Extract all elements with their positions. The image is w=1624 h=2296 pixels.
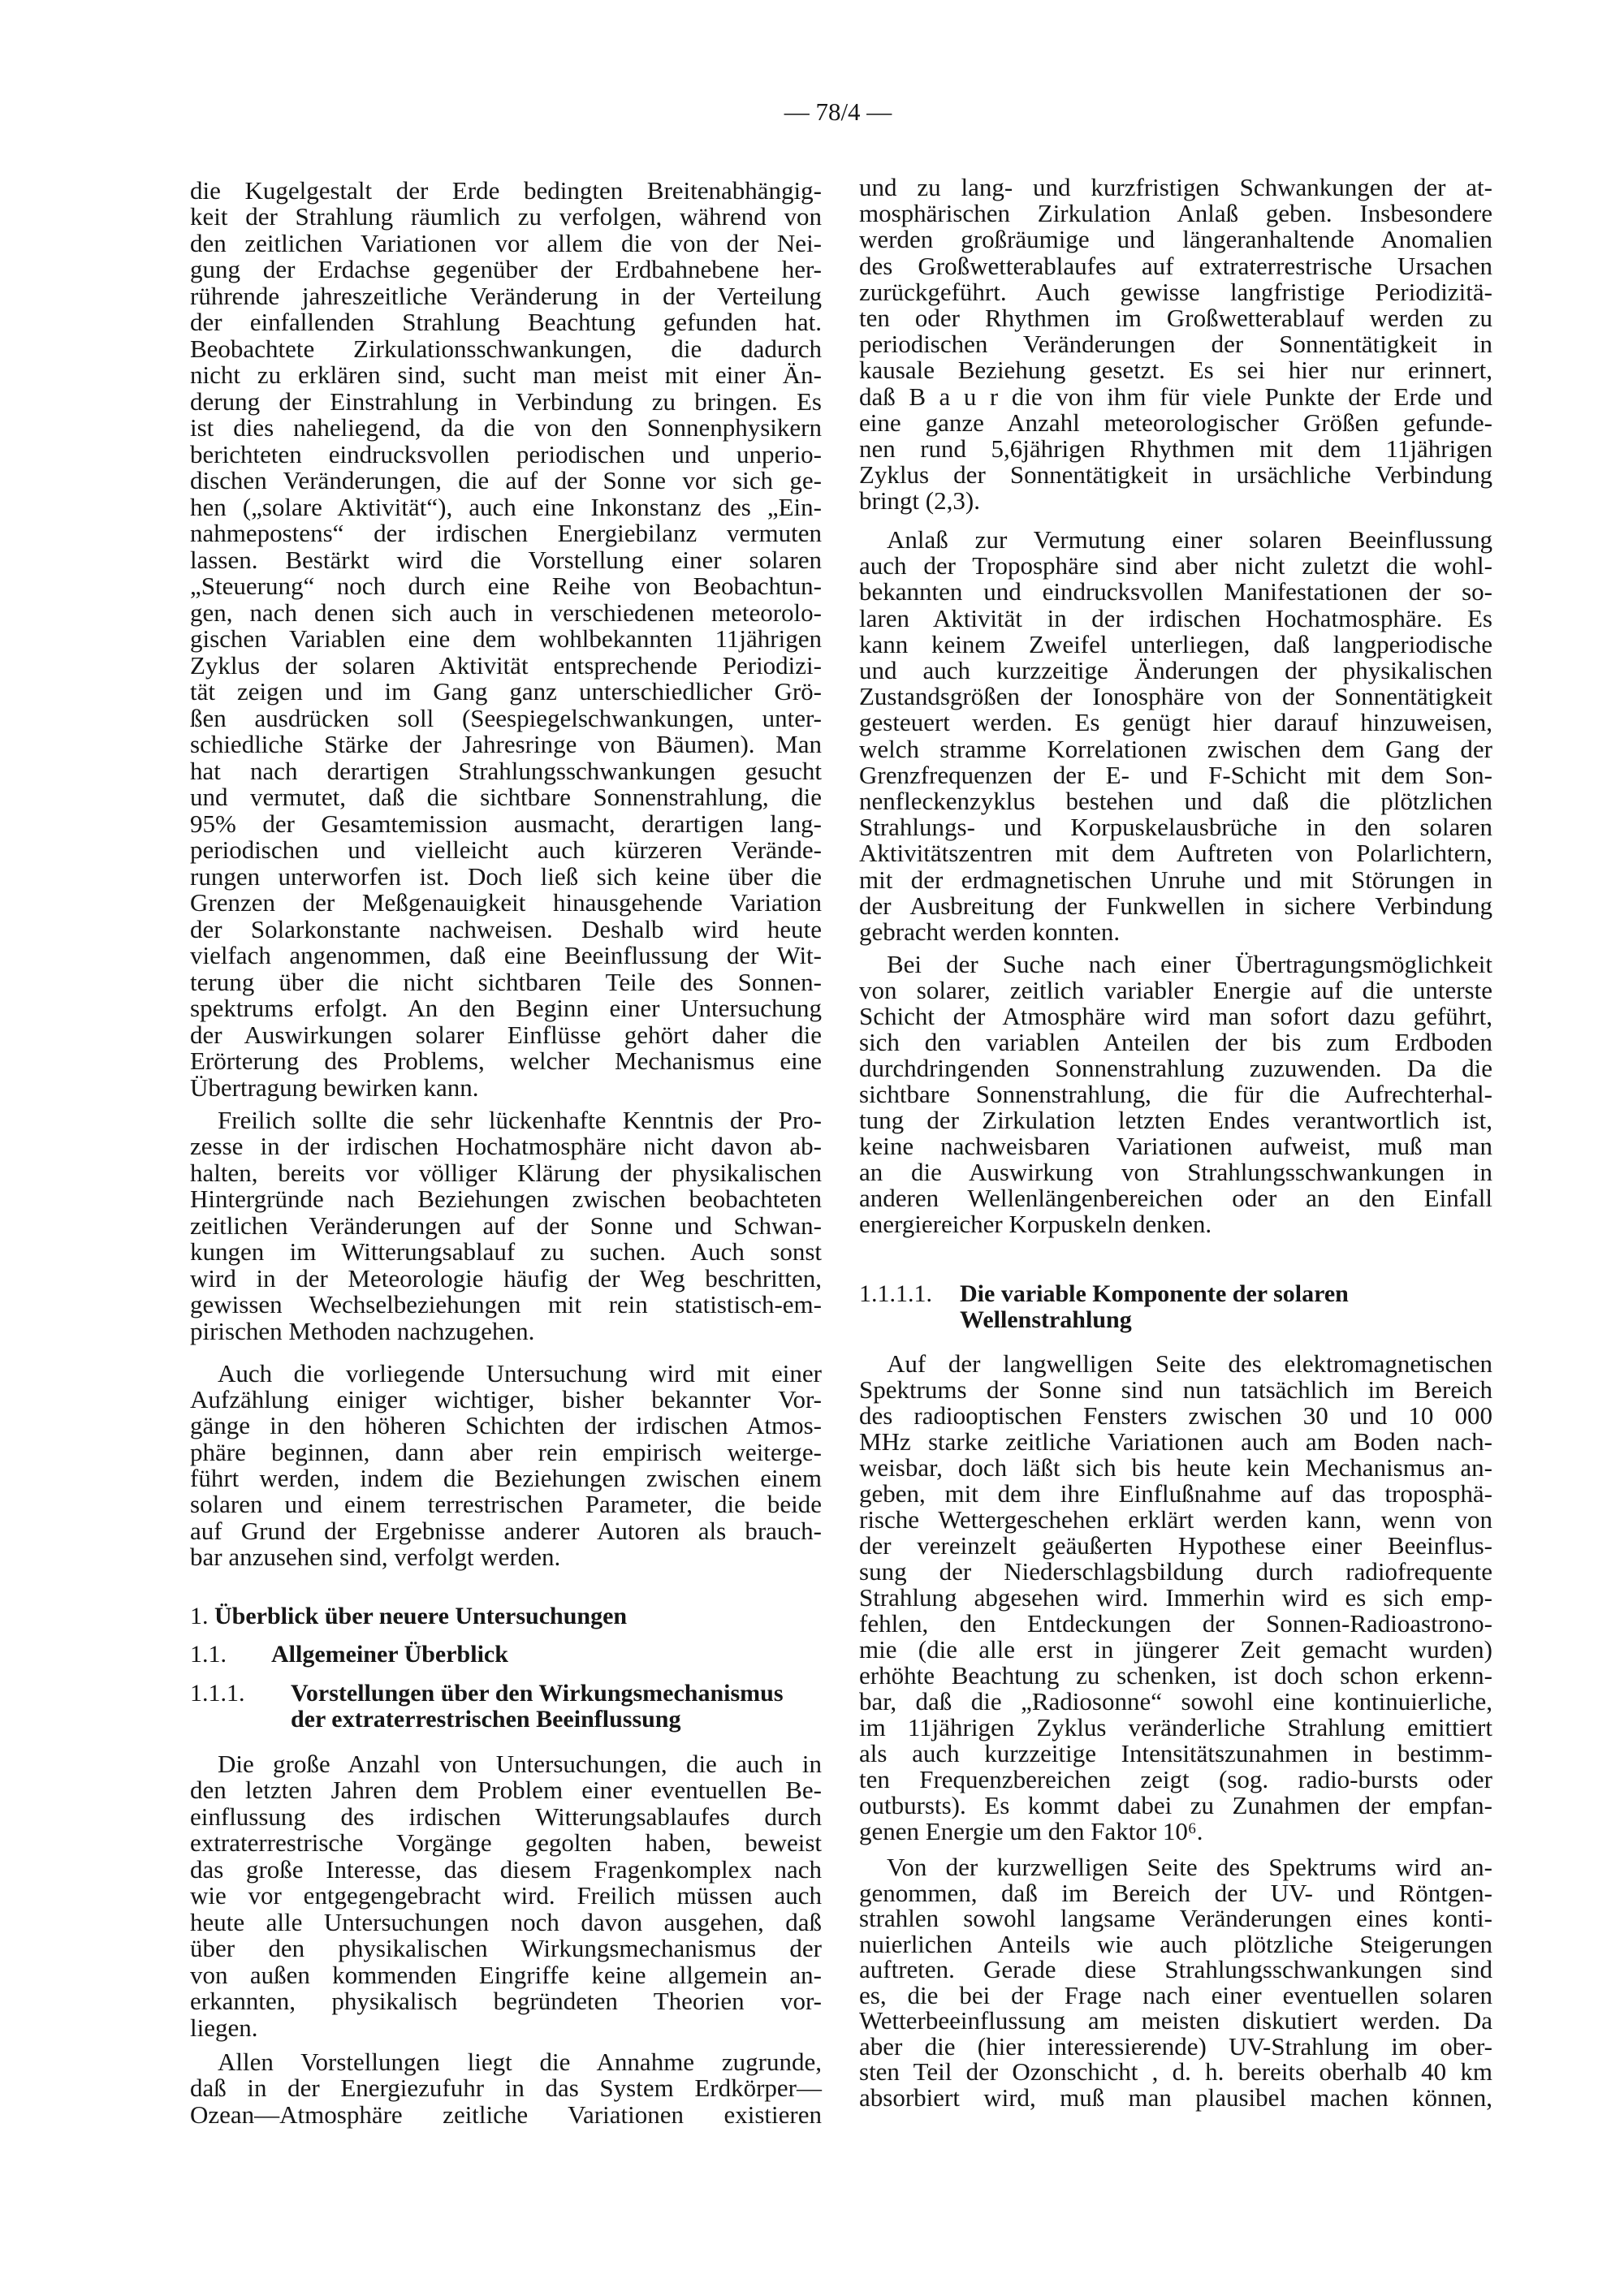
text-line: Zyklus der solaren Aktivität entsprechende Periodizi- [190,650,822,680]
text-line: welch stramme Korrelationen zwischen dem Gang der [859,734,1492,763]
text-line: sten Teil der Ozonschicht , d. h. bereits oberhalb 40 km [859,2057,1492,2087]
text-line: mie (die alle erst in jüngerer Zeit gemacht wurden) [859,1635,1492,1664]
text-line: sichtbare Sonnenstrahlung, die für die Aufrechterhal- [859,1080,1492,1108]
text-line: Grenzen der Meßgenauigkeit hinausgehende Variation [190,888,822,917]
text-line: phäre beginnen, dann aber rein empirisch weiterge- [190,1437,822,1466]
text-line: Allen Vorstellungen liegt die Annahme zugrunde, [218,2047,822,2076]
text-line: spektrums erfolgt. An den Beginn einer Untersuchung [190,994,822,1023]
text-line: des radiooptischen Fensters zwischen 30 und 10 000 [859,1401,1492,1430]
text-line: über den physikalischen Wirkungsmechanismus der [190,1934,822,1963]
text-line: 95% der Gesamtemission ausmacht, derartigen lang- [190,809,822,838]
text-line: werden großräumige und längeranhaltende Anomalien [859,225,1492,254]
text-line: keit der Strahlung räumlich zu verfolgen, während von [190,202,822,231]
text-line: daß B a u r die von ihm für viele Punkte der Erde und [859,382,1492,411]
text-line: die Kugelgestalt der Erde bedingten Breitenabhängig- [190,175,822,205]
section-heading [859,1307,1132,1333]
text-line: fehlen, den Entdeckungen der Sonnen-Radioastrono- [859,1609,1492,1638]
text-line: halten, bereits vor völliger Klärung der physikalischen [190,1158,822,1187]
text-line: auf Grund der Ergebnisse anderer Autoren als brauch- [190,1516,822,1545]
text-line: gebracht werden konnten. [859,917,1121,946]
text-line: MHz starke zeitliche Variationen auch am Boden nach- [859,1427,1492,1456]
text-line: „Steuerung“ noch durch eine Reihe von Beobachtun- [190,572,822,601]
text-line: sich den variablen Anteilen der bis zum Erdboden [859,1028,1492,1056]
text-line: Bei der Suche nach einer Übertragungsmöglichkeit [887,950,1492,978]
text-line: auch der Troposphäre sind aber nicht zuletzt die wohl- [859,551,1492,580]
text-line: rische Wettergeschehen erklärt werden kann, wenn von [859,1505,1492,1534]
text-line: Strahlungs- und Korpuskelausbrüche in den solaren [859,813,1492,842]
text-line: zeitlichen Veränderungen auf der Sonne und Schwan- [190,1211,822,1240]
section-heading [190,1707,680,1733]
text-line: Strahlung abgesehen wird. Immerhin wird es sich emp- [859,1583,1492,1612]
text-line: gesteuert werden. Es genügt hier darauf hinzuweisen, [859,708,1492,737]
section-heading [190,1603,627,1629]
text-line: Auch die vorliegende Untersuchung wird mit einer [218,1358,822,1388]
text-line: erhöhte Beachtung zu schenken, ist doch schon erkenn- [859,1661,1492,1690]
text-line: nen rund 5,6jährigen Rhythmen mit dem 11jährigen [859,434,1492,463]
text-line: anderen Wellenlängenbereichen oder an den Einfall [859,1184,1492,1212]
text-line: ist dies naheliegend, da die von den Sonnenphysikern [190,413,822,442]
text-line: wie vor entgegengebracht wird. Freilich müssen auch [190,1881,822,1910]
text-line: nicht zu erklären sind, sucht man meist mit einer Än- [190,360,822,390]
text-line: laren Aktivität in der irdischen Hochatmosphäre. Es [859,603,1492,632]
text-line: Beobachtete Zirkulationsschwankungen, die dadurch [190,334,822,363]
text-line: ten oder Rhythmen im Großwetterablauf werden zu [859,303,1492,332]
text-line: solaren und einem terrestrischen Parameter, die beide [190,1490,822,1519]
text-line: bar, daß die „Radiosonne“ sowohl eine kontinuierliche, [859,1687,1492,1716]
text-line: sung der Niederschlagsbildung durch radiofrequente [859,1557,1492,1586]
text-line: Aktivitätszentren mit dem Auftreten von Polarlichtern, [859,839,1492,868]
text-line: Anlaß zur Vermutung einer solaren Beeinflussung [887,524,1492,554]
section-heading [190,1681,784,1707]
text-line: dischen Veränderungen, die auf der Sonne vor sich ge- [190,466,822,495]
text-line: gischen Variablen eine dem wohlbekannten 11jährigen [190,624,822,654]
text-line: tung der Zirkulation letzten Endes verantwortlich ist, [859,1106,1492,1134]
text-line: weisbar, doch läßt sich bis heute kein Mechanismus an- [859,1453,1492,1482]
text-line: gewissen Wechselbeziehungen mit rein statistisch-em- [190,1290,822,1319]
text-line: einflussung des irdischen Witterungsablaufes durch [190,1802,822,1831]
text-line: vielfach angenommen, daß eine Beeinflussung der Wit- [190,941,822,970]
text-line: führt werden, indem die Beziehungen zwischen einem [190,1464,822,1493]
text-line: gen, nach denen sich auch in verschiedenen meteorolo- [190,598,822,627]
text-line: Erörterung des Problems, welcher Mechanismus eine [190,1047,822,1076]
text-line: nahmepostens“ der irdischen Energiebilanz vermuten [190,519,822,548]
text-line: tät zeigen und im Gang ganz unterschiedlicher Grö- [190,677,822,706]
text-line: derung der Einstrahlung in Verbindung zu bringen. Es [190,386,822,416]
text-line: liegen. [190,2013,258,2042]
text-line: zesse in der irdischen Hochatmosphäre nicht davon ab- [190,1132,822,1161]
text-line: schiedliche Stärke der Jahresringe von Bäumen). Man [190,730,822,759]
text-line: den letzten Jahren dem Problem einer eventuellen Be- [190,1776,822,1805]
text-line: Wetterbeeinflussung am meisten diskutiert werden. Da [859,2006,1492,2035]
text-line: periodischen und vielleicht auch kürzeren Verände- [190,835,822,865]
text-line: eine ganze Anzahl meteorologischer Größen gefunde- [859,408,1492,437]
text-line: bekannten und eindrucksvollen Manifestationen der so- [859,577,1492,606]
text-line: rungen unterworfen ist. Doch ließ sich keine über die [190,861,822,891]
text-line: gänge in den höheren Schichten der irdischen Atmos- [190,1411,822,1440]
text-line: das große Interesse, das diesem Fragenkomplex nach [190,1854,822,1884]
text-line: Freilich sollte die sehr lückenhafte Kenntnis der Pro- [218,1105,822,1134]
text-line: an die Auswirkung von Strahlungsschwankungen in [859,1158,1492,1186]
text-line: der Ausbreitung der Funkwellen in sichere Verbindung [859,891,1492,920]
text-line: outbursts). Es kommt dabei zu Zunahmen der empfan- [859,1791,1492,1819]
text-line: erkannten, physikalisch begründeten Theorien vor- [190,1987,822,2016]
text-line: Zyklus der Sonnentätigkeit in ursächliche Verbindung [859,460,1492,490]
section-heading [859,1281,1349,1307]
text-line: Ozean—Atmosphäre zeitliche Variationen existieren [190,2100,822,2129]
text-line: Von der kurzwelligen Seite des Spektrums wird an- [887,1853,1492,1882]
text-line: Aufzählung einiger wichtiger, bisher bekannter Vor- [190,1385,822,1414]
text-line: der vereinzelt geäußerten Hypothese einer Beeinflus- [859,1531,1492,1560]
section-number: 1. [190,1603,209,1629]
text-line: absorbiert wird, muß man plausibel machen können, [859,2082,1492,2112]
text-line: keine nachweisbaren Variationen aufweist, muß man [859,1132,1492,1160]
text-line: extraterrestrische Vorgänge gegolten haben, beweist [190,1828,822,1858]
text-line: des Großwetterablaufes auf extraterrestrische Ursachen [859,251,1492,280]
text-line: auftreten. Gerade diese Strahlungsschwankungen sind [859,1955,1492,1984]
text-line: es, die bei der Frage nach einer eventuellen solaren [859,1980,1492,2009]
text-line: terung über die nicht sichtbaren Teile des Sonnen- [190,967,822,996]
text-line: hen („solare Aktivität“), auch eine Inkonstanz des „Ein- [190,492,822,521]
text-line: ßen ausdrücken soll (Seespiegelschwankungen, unter- [190,703,822,732]
text-line: von außen kommenden Eingriffe keine allgemein an- [190,1960,822,1989]
text-line: kausale Beziehung gesetzt. Es sei hier nur erinnert, [859,356,1492,385]
text-line: im 11jährigen Zyklus veränderliche Strahlung emittiert [859,1713,1492,1741]
text-line: den zeitlichen Variationen vor allem die von der Nei- [190,228,822,257]
text-line: genen Energie um den Faktor 10⁶. [859,1817,1203,1845]
text-line: Auf der langwelligen Seite des elektromagnetischen [887,1349,1492,1378]
text-line: Schicht der Atmosphäre wird man sofort dazu geführt, [859,1002,1492,1030]
text-line: und vermutet, daß die sichtbare Sonnenstrahlung, die [190,783,822,812]
text-line: Übertragung bewirken kann. [190,1072,479,1102]
text-line: lassen. Bestärkt wird die Vorstellung einer solaren [190,545,822,574]
page-number: — 78/4 — [784,97,892,126]
text-line: strahlen sowohl langsame Veränderungen eines konti- [859,1904,1492,1933]
text-line: durchdringenden Sonnenstrahlung zuzuwenden. Da die [859,1054,1492,1082]
section-heading [190,1642,508,1668]
text-line: wird in der Meteorologie häufig der Weg beschritten, [190,1263,822,1293]
text-line: und auch kurzzeitige Änderungen der physikalischen [859,655,1492,684]
text-line: pirischen Methoden nachzugehen. [190,1316,535,1345]
text-line: rührende jahreszeitliche Veränderung in der Verteilung [190,281,822,310]
section-title: Die variable Komponente der solaren [960,1280,1349,1307]
text-line: daß in der Energiezufuhr in das System Erdkörper— [190,2074,822,2103]
text-line: Die große Anzahl von Untersuchungen, die auch in [218,1749,822,1778]
text-line: mit der erdmagnetischen Unruhe und mit Störungen in [859,865,1492,894]
text-line: nuierlichen Anteils wie auch plötzliche Steigerungen [859,1929,1492,1958]
text-line: aber die (hier interessierende) UV-Strahlung im ober- [859,2031,1492,2061]
text-line: von solarer, zeitlich variabler Energie auf die unterste [859,976,1492,1004]
text-line: als auch kurzzeitige Intensitätszunahmen in bestimm- [859,1739,1492,1767]
text-line: bringt (2,3). [859,486,980,516]
text-line: Grenzfrequenzen der E- und F-Schicht mit dem Son- [859,760,1492,789]
text-line: kungen im Witterungsablauf zu suchen. Auch sonst [190,1237,822,1267]
section-title: der extraterrestrischen Beeinflussung [291,1705,681,1733]
text-line: Spektrums der Sonne sind nun tatsächlich im Bereich [859,1375,1492,1404]
text-line: bar anzusehen sind, verfolgt werden. [190,1542,561,1571]
text-line: der Auswirkungen solarer Einflüsse gehört daher die [190,1020,822,1049]
text-line: nenfleckenzyklus bestehen und daß die plötzlichen [859,786,1492,815]
text-line: berichteten eindrucksvollen periodischen und unperio- [190,439,822,468]
text-line: heute alle Untersuchungen noch davon ausgehen, daß [190,1907,822,1936]
section-title: Allgemeiner Überblick [271,1641,508,1668]
text-line: periodischen Veränderungen der Sonnentätigkeit in [859,330,1492,359]
text-line: genommen, daß im Bereich der UV- und Röntgen- [859,1878,1492,1907]
section-title: Wellenstrahlung [960,1306,1132,1333]
section-title: Vorstellungen über den Wirkungsmechanismus [291,1680,784,1707]
text-line: ten Frequenzbereichen zeigt (sog. radio-bursts oder [859,1765,1492,1793]
text-line: geben, mit dem ihre Einflußnahme auf das troposphä- [859,1479,1492,1508]
text-line: der einfallenden Strahlung Beachtung gefunden hat. [190,308,822,337]
text-line: kann keinem Zweifel unterliegen, daß langperiodische [859,629,1492,658]
text-line: und zu lang- und kurzfristigen Schwankungen der at- [859,172,1492,201]
text-line: gung der Erdachse gegenüber der Erdbahnebene her- [190,255,822,284]
text-line: Hintergründe nach Beziehungen zwischen beobachteten [190,1185,822,1214]
section-number: 1.1.1. [190,1680,245,1707]
section-number: 1.1. [190,1641,227,1668]
text-line: Zustandsgrößen der Ionosphäre von der Sonnentätigkeit [859,682,1492,711]
text-line: mosphärischen Zirkulation Anlaß geben. Insbesondere [859,199,1492,228]
section-number: 1.1.1.1. [859,1280,932,1307]
text-line: zurückgeführt. Auch gewisse langfristige Periodizitä- [859,277,1492,306]
text-line: der Solarkonstante nachweisen. Deshalb wird heute [190,914,822,943]
text-line: hat nach derartigen Strahlungsschwankungen gesucht [190,756,822,785]
text-line: energiereicher Korpuskeln denken. [859,1210,1212,1238]
section-title: Überblick über neuere Untersuchungen [214,1603,628,1629]
